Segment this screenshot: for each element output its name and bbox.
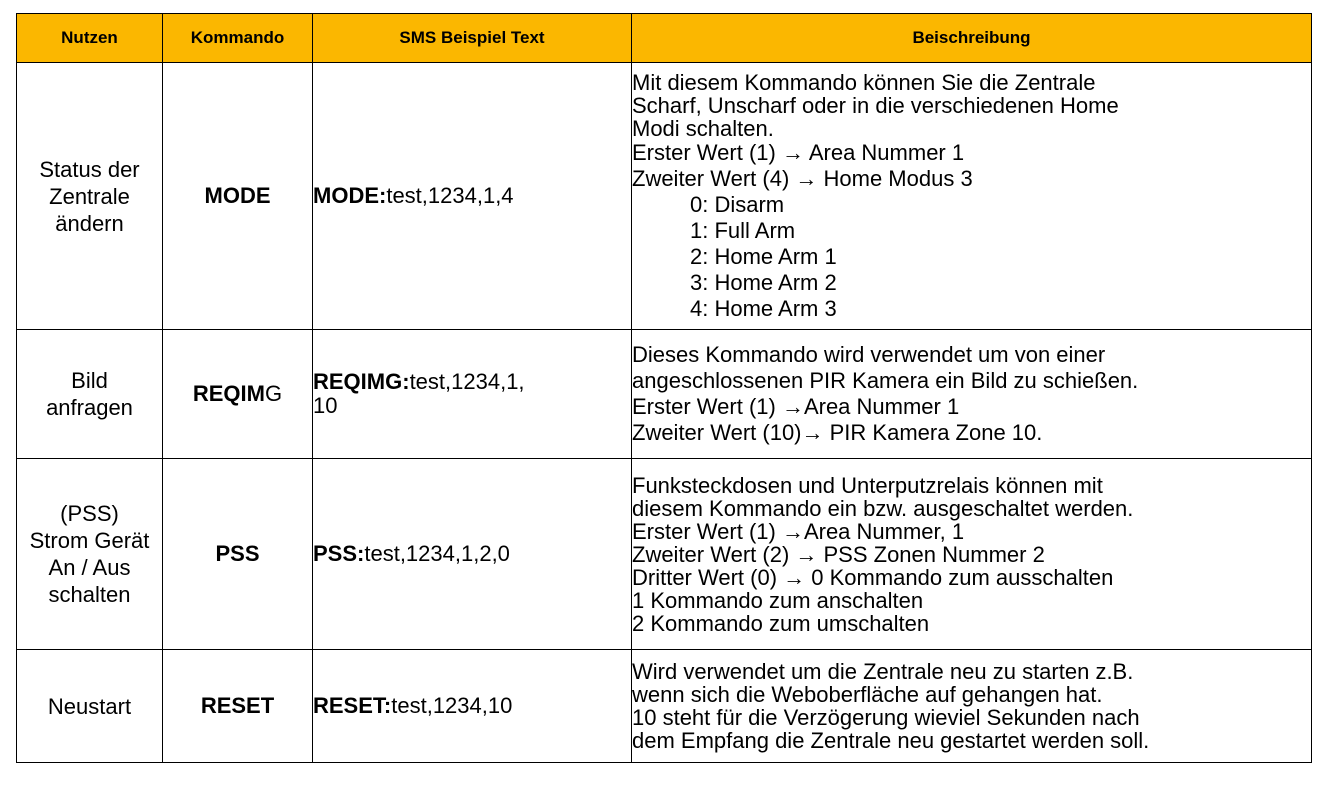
description-line: Mit diesem Kommando können Sie die Zentrale — [632, 69, 1096, 95]
cell-description — [632, 63, 1312, 330]
mode-option: 3: Home Arm 2 — [690, 269, 837, 295]
sms-parameters-continued: 10 — [313, 393, 338, 418]
header-use: Nutzen — [17, 14, 163, 63]
description-line: 10 steht für die Verzögerung wieviel Sekunden nach — [632, 705, 1140, 730]
use-text: ändern — [55, 210, 124, 236]
header-description: Beischreibung — [632, 14, 1312, 63]
use-text: Bild — [71, 368, 108, 393]
use-text: schalten — [48, 582, 131, 607]
cell-command — [163, 330, 313, 459]
table-row — [17, 459, 1312, 650]
description-line: Dritter Wert (0) → 0 Kommando zum ausschalten — [632, 564, 1114, 590]
cell-use — [17, 330, 163, 459]
cell-description — [632, 459, 1312, 650]
description-line: Erster Wert (1) →Area Nummer, 1 — [632, 518, 965, 544]
description-line: wenn sich die Weboberfläche auf gehangen hat. — [632, 682, 1103, 707]
header-command: Kommando — [163, 14, 313, 63]
cell-description — [632, 650, 1312, 763]
description-line: Erster Wert (1) → Area Nummer 1 — [632, 139, 965, 165]
cell-command — [163, 459, 313, 650]
sms-parameters: test,1234,10 — [391, 693, 513, 718]
use-text: An / Aus — [48, 555, 131, 580]
description-line: diesem Kommando ein bzw. ausgeschaltet werden. — [632, 495, 1134, 521]
use-text: anfragen — [46, 395, 133, 420]
sms-command-prefix: PSS: — [313, 541, 365, 566]
sms-parameters: test,1234,1,2,0 — [364, 541, 510, 566]
sms-command-prefix: RESET: — [313, 693, 392, 718]
command-name: REQIM — [192, 381, 265, 406]
command-name: MODE — [204, 183, 271, 208]
sms-command-prefix: MODE: — [313, 183, 387, 208]
mode-option: 0: Disarm — [690, 191, 785, 217]
description-line: 1 Kommando zum anschalten — [632, 587, 924, 613]
description-line: Modi schalten. — [632, 115, 774, 141]
cell-use — [17, 63, 163, 330]
header-sms-example: SMS Beispiel Text — [313, 14, 632, 63]
use-text: (PSS) — [60, 501, 119, 526]
command-name: RESET — [200, 693, 275, 718]
description-line: Zweiter Wert (2) → PSS Zonen Nummer 2 — [632, 541, 1045, 567]
cell-sms-example — [313, 330, 632, 459]
cell-use — [17, 650, 163, 763]
command-name-rest: G — [265, 381, 283, 406]
sms-command-table — [16, 13, 1312, 763]
description-line: Scharf, Unscharf oder in die verschiedenen Home — [632, 92, 1119, 118]
mode-option: 2: Home Arm 1 — [690, 243, 837, 269]
cell-use — [17, 459, 163, 650]
table-row — [17, 63, 1312, 330]
description-line: Funksteckdosen und Unterputzrelais können mit — [632, 472, 1103, 498]
mode-option: 4: Home Arm 3 — [690, 295, 837, 321]
sms-parameters: test,1234,1, — [409, 369, 525, 394]
mode-option: 1: Full Arm — [690, 217, 796, 243]
sms-parameters: test,1234,1,4 — [386, 183, 514, 208]
description-line: Zweiter Wert (4) → Home Modus 3 — [632, 165, 973, 191]
command-name: PSS — [215, 541, 260, 566]
cell-description — [632, 330, 1312, 459]
use-text: Strom Gerät — [29, 528, 150, 553]
use-text: Zentrale — [49, 183, 130, 209]
use-text: Status der — [39, 156, 140, 182]
cell-command — [163, 63, 313, 330]
cell-sms-example — [313, 650, 632, 763]
description-line: Wird verwendet um die Zentrale neu zu starten z.B. — [632, 659, 1134, 684]
use-text: Neustart — [47, 693, 132, 719]
table-header-row — [17, 14, 1312, 63]
table-row — [17, 650, 1312, 763]
cell-command — [163, 650, 313, 763]
description-line: angeschlossenen PIR Kamera ein Bild zu schießen. — [632, 368, 1139, 393]
table-row — [17, 330, 1312, 459]
sms-command-prefix: REQIMG: — [313, 369, 410, 394]
description-line: Dieses Kommando wird verwendet um von einer — [632, 342, 1106, 367]
cell-sms-example — [313, 63, 632, 330]
cell-sms-example — [313, 459, 632, 650]
description-line: dem Empfang die Zentrale neu gestartet werden soll. — [632, 728, 1150, 753]
description-line: Zweiter Wert (10)→ PIR Kamera Zone 10. — [632, 420, 1043, 445]
description-line: Erster Wert (1) →Area Nummer 1 — [632, 394, 960, 419]
description-line: 2 Kommando zum umschalten — [632, 610, 930, 636]
